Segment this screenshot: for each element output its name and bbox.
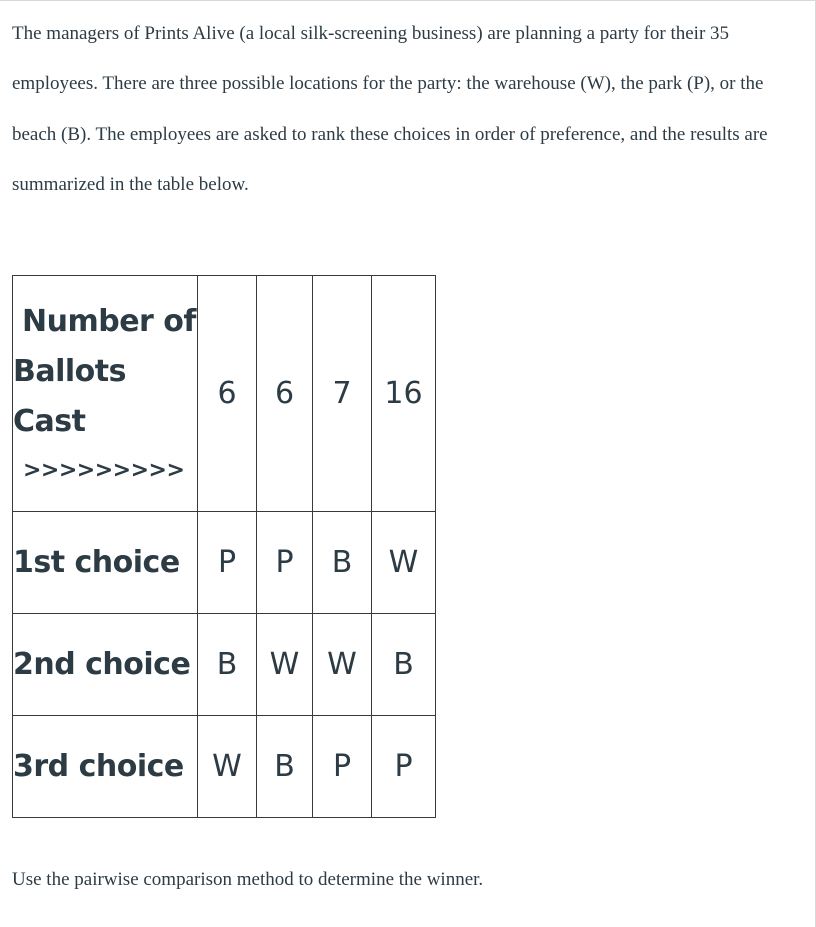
row-label: 2nd choice (13, 614, 198, 716)
first-choice-row (13, 512, 436, 614)
choice-cell: B (257, 716, 313, 818)
second-choice-row (13, 614, 436, 716)
ballot-count-cell: 6 (257, 276, 313, 512)
header-label-line-1: Number of (22, 303, 196, 339)
question-prompt: Use the pairwise comparison method to determine the winner. (12, 869, 484, 890)
choice-cell: P (313, 716, 372, 818)
preference-table (12, 275, 436, 818)
ballot-count-cell: 6 (198, 276, 257, 512)
choice-cell: B (372, 614, 436, 716)
row-label: 1st choice (13, 512, 198, 614)
header-label-line-3: Cast (13, 403, 86, 439)
header-arrows: >>>>>>>>> (23, 457, 185, 483)
ballot-count-cell: 16 (372, 276, 436, 512)
choice-cell: W (198, 716, 257, 818)
ballot-count-header (13, 276, 198, 512)
choice-cell: W (372, 512, 436, 614)
header-label-line-2: Ballots (13, 353, 126, 389)
ballot-count-row (13, 276, 436, 512)
choice-cell: W (257, 614, 313, 716)
choice-cell: P (372, 716, 436, 818)
third-choice-row (13, 716, 436, 818)
choice-cell: P (257, 512, 313, 614)
choice-cell: P (198, 512, 257, 614)
problem-statement: The managers of Prints Alive (a local silk-screening business) are planning a party for their 35 employees. There are three possible locations for the party: the warehouse (W), the park (P), or the beach (B). The employees are asked to rank these choices in order of preference, and the results are summarized in the table below. (12, 23, 768, 195)
ballot-count-cell: 7 (313, 276, 372, 512)
row-label: 3rd choice (13, 716, 198, 818)
choice-cell: B (198, 614, 257, 716)
choice-cell: B (313, 512, 372, 614)
choice-cell: W (313, 614, 372, 716)
